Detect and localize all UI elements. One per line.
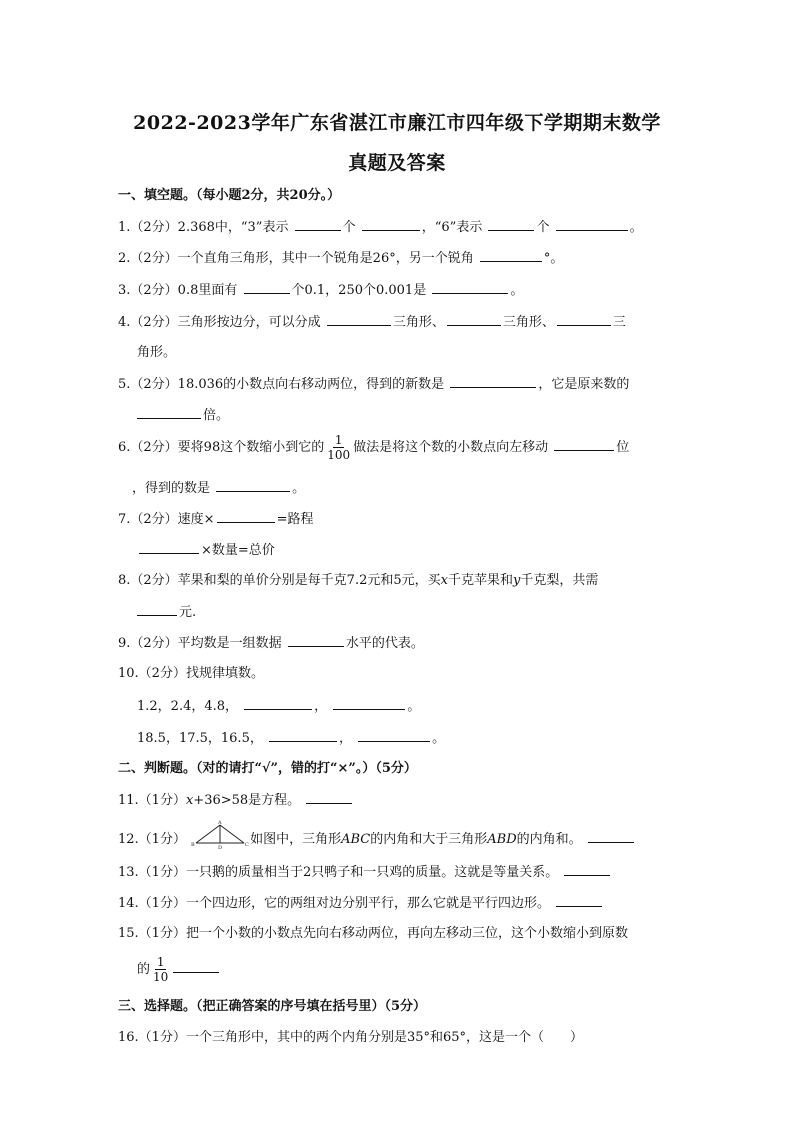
q4-text-b: 三角形、 [392, 315, 445, 330]
q8-text-b: 千克苹果和 [447, 573, 513, 588]
q6-text-a: 6.（2分）要将98这个数缩小到它的 [118, 440, 325, 455]
q8-blank-1[interactable] [137, 603, 177, 616]
q7-text-c: ×数量=总价 [201, 543, 275, 558]
q13-blank-1[interactable] [564, 863, 610, 876]
q12-blank-1[interactable] [588, 830, 634, 843]
q12-var-abd: ABD [487, 832, 517, 847]
q7-blank-2[interactable] [139, 541, 199, 554]
q4-text-e: 角形。 [137, 345, 177, 360]
q10-blank-4[interactable] [358, 729, 430, 742]
q1-blank-3[interactable] [488, 218, 534, 231]
q15-text-a: 15.（1分）把一个小数的小数点先向右移动两位，再向左移动三位，这个小数缩小到原数 [118, 926, 628, 941]
q8-var-x: x [440, 573, 448, 588]
question-15 [118, 925, 628, 943]
q3-text-c: 。 [510, 283, 524, 298]
q11-var-x: x [185, 793, 194, 808]
q5-text-a: 5.（2分）18.036的小数点向右移动两位，得到的新数是 [118, 377, 445, 392]
triangle-label-a: A [218, 819, 222, 826]
q9-text-b: 水平的代表。 [345, 636, 424, 651]
question-10 [118, 665, 264, 683]
q5-text-b: ，它是原来数的 [538, 377, 630, 392]
q5-text-c: 倍。 [203, 408, 230, 423]
q11-text-a: 11.（1分） [118, 793, 186, 808]
question-14 [118, 894, 604, 913]
q10-sequence-2: 18.5，17.5，16.5， [137, 731, 263, 746]
question-6-cont [132, 479, 305, 498]
q4-blank-1[interactable] [327, 313, 391, 326]
q8-text-d: 元. [179, 605, 197, 620]
q6-text-b: 做法是将这个数的小数点向左移动 [353, 440, 549, 455]
q6-blank-2[interactable] [216, 479, 290, 492]
q10-blank-1[interactable] [244, 697, 312, 710]
q11-text-b: +36>58是方程。 [193, 793, 301, 808]
q6-fraction [325, 433, 352, 462]
q15-fraction-denominator: 10 [153, 970, 169, 984]
question-11 [118, 791, 354, 810]
q15-fraction-numerator: 1 [156, 955, 165, 969]
triangle-label-c: C [245, 841, 249, 848]
q12-text-d: 的内角和。 [516, 832, 582, 847]
q4-text-d: 三 [612, 315, 626, 330]
q8-text-c: 千克梨，共需 [520, 573, 599, 588]
q12-text-b: 如图中，三角形 [250, 832, 342, 847]
question-4 [118, 313, 626, 332]
question-2 [118, 249, 563, 268]
q3-blank-1[interactable] [244, 281, 290, 294]
q15-text-b: 的 [137, 962, 151, 977]
q7-text-a: 7.（2分）速度× [118, 512, 215, 527]
question-5-cont [135, 406, 229, 425]
q2-blank-1[interactable] [480, 249, 542, 262]
question-6 [118, 433, 629, 463]
q9-blank-1[interactable] [288, 634, 344, 647]
q15-fraction [151, 955, 170, 984]
q6-text-e: 。 [292, 481, 306, 496]
triangle-figure [190, 819, 250, 849]
q3-text-a: 3.（2分）0.8里面有 [118, 283, 238, 298]
q10-sequence-1: 1.2，2.4，4.8， [137, 699, 239, 714]
q4-text-a: 4.（2分）三角形按边分，可以分成 [118, 315, 321, 330]
q2-text-a: 2.（2分）一个直角三角形，其中一个锐角是26°，另一个锐角 [118, 251, 474, 266]
q1-text-a: 1.（2分）2.368中，“3”表示 [118, 220, 289, 235]
q8-var-y: y [512, 573, 521, 588]
q12-var-abc: ABC [341, 832, 371, 847]
q10-end-1: 。 [407, 699, 421, 714]
q14-blank-1[interactable] [556, 894, 602, 907]
q10-blank-2[interactable] [333, 697, 405, 710]
q16-text-a: 16.（1分）一个三角形中，其中的两个内角分别是35°和65°，这是一个（ ） [118, 1030, 584, 1045]
question-8-cont [135, 603, 196, 622]
question-7 [118, 510, 313, 529]
triangle-label-d: D [218, 844, 223, 849]
q10-sep-1: ， [314, 699, 328, 714]
q10-text-a: 10.（2分）找规律填数。 [118, 666, 264, 681]
q1-text-c: ，“6”表示 [421, 220, 483, 235]
question-10-row-1 [137, 697, 420, 716]
q3-text-b: 个0.1，250个0.001是 [291, 283, 427, 298]
q7-text-b: =路程 [276, 512, 314, 527]
q1-blank-1[interactable] [295, 218, 341, 231]
q8-text-a: 8.（2分）苹果和梨的单价分别是每千克7.2元和5元，买 [118, 573, 441, 588]
q6-blank-1[interactable] [554, 438, 614, 451]
q10-sep-2: ， [338, 731, 352, 746]
triangle-edge-ab [196, 825, 220, 843]
q9-text-a: 9.（2分）平均数是一组数据 [118, 636, 282, 651]
question-7-cont [137, 541, 275, 560]
q13-text-a: 13.（1分）一只鹅的质量相当于2只鸭子和一只鸡的质量。这就是等量关系。 [118, 865, 559, 880]
triangle-label-b: B [191, 841, 195, 848]
question-9 [118, 634, 424, 653]
q4-blank-2[interactable] [447, 313, 501, 326]
question-16 [118, 1029, 583, 1047]
q12-text-c: 的内角和大于三角形 [370, 832, 488, 847]
q1-text-b: 个 [342, 220, 356, 235]
title-line-2: 真题及答案 [348, 152, 446, 174]
question-15-cont [137, 955, 221, 985]
q6-fraction-numerator: 1 [334, 433, 343, 447]
q2-text-b: °。 [543, 251, 564, 266]
q6-fraction-denominator: 100 [327, 448, 351, 462]
triangle-edge-ac [220, 825, 244, 843]
q14-text-a: 14.（1分）一个四边形，它的两组对边分别平行，那么它就是平行四边形。 [118, 896, 550, 911]
q7-blank-1[interactable] [217, 510, 275, 523]
q12-text-a: 12.（1分） [118, 832, 186, 847]
question-12 [118, 819, 636, 849]
q1-text-e: 。 [629, 220, 643, 235]
q6-text-d: ，得到的数是 [132, 481, 211, 496]
q5-blank-2[interactable] [137, 406, 201, 419]
q1-text-d: 个 [536, 220, 550, 235]
title-line-1: 2022-2023学年广东省湛江市廉江市四年级下学期期末数学 [133, 112, 661, 134]
q15-blank-1[interactable] [173, 960, 219, 973]
question-5 [118, 375, 629, 394]
q10-end-2: 。 [432, 731, 446, 746]
question-1 [118, 218, 643, 237]
q1-blank-2[interactable] [362, 218, 420, 231]
section-1-heading: 一、填空题。（每小题2分，共20分。） [118, 188, 341, 203]
q1-blank-4[interactable] [556, 218, 628, 231]
question-3 [118, 281, 523, 300]
section-3-heading: 三、选择题。（把正确答案的序号填在括号里）（5分） [118, 999, 427, 1014]
section-2-heading: 二、判断题。（对的请打“√”，错的打“×”。）（5分） [118, 761, 417, 776]
question-8 [118, 572, 598, 590]
question-10-row-2 [137, 729, 445, 748]
q4-blank-3[interactable] [557, 313, 611, 326]
q5-blank-1[interactable] [450, 375, 536, 388]
q11-blank-1[interactable] [306, 791, 352, 804]
question-13 [118, 863, 612, 882]
q4-text-c: 三角形、 [502, 315, 555, 330]
q10-blank-3[interactable] [269, 729, 337, 742]
question-4-cont [137, 344, 176, 362]
q3-blank-2[interactable] [432, 281, 508, 294]
q6-text-c: 位 [616, 440, 630, 455]
